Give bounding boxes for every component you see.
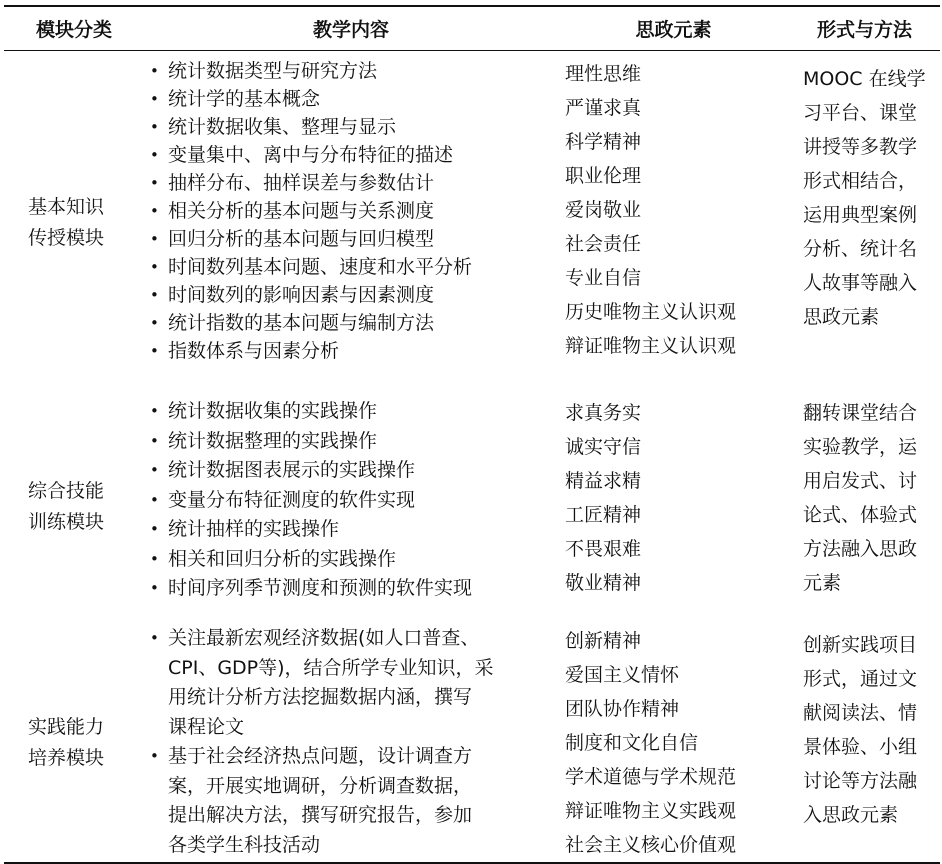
method-line: 分析、统计名	[803, 238, 918, 260]
elements-list	[558, 57, 789, 363]
list-item: • 统计数据图表展示的实践操作	[144, 456, 558, 486]
list-item-line: • 基于社会经济热点问题，设计调查方	[168, 745, 473, 767]
list-item: • 统计指数的基本问题与编制方法	[144, 309, 558, 337]
method-line: 形式，通过文	[803, 668, 918, 690]
list-item: • 统计学的基本概念	[144, 85, 558, 113]
elements-cell	[558, 51, 789, 389]
module-line: 训练模块	[28, 511, 105, 533]
list-item: • 统计数据收集、整理与显示	[144, 113, 558, 141]
module-line: 培养模块	[28, 747, 105, 769]
list-item: • 统计数据整理的实践操作	[144, 427, 558, 457]
list-item	[144, 624, 558, 742]
header-method: 形式与方法	[789, 6, 940, 51]
method-line: 讨论等方法融	[803, 770, 918, 792]
method-line: 人故事等融入	[803, 272, 918, 294]
method-cell	[789, 51, 940, 389]
list-item: • 统计数据类型与研究方法	[144, 57, 558, 85]
element-item: 爱岗敬业	[565, 199, 642, 221]
element-item: 职业伦理	[565, 165, 642, 187]
list-item: • 时间数列基本问题、速度和水平分析	[144, 253, 558, 281]
method-line: 创新实践项目	[803, 634, 918, 656]
module-cell	[4, 388, 144, 618]
content-cell	[144, 51, 558, 389]
element-item: 科学精神	[565, 131, 642, 153]
list-item-line: • 关注最新宏观经济数据(如人口普查、	[168, 627, 480, 649]
content-cell	[144, 618, 558, 863]
element-item: 制度和文化自信	[565, 732, 699, 754]
header-row	[4, 6, 940, 51]
elements-cell	[558, 618, 789, 863]
content-list	[144, 624, 558, 860]
method-line: 入思政元素	[803, 804, 899, 826]
list-item: • 相关分析的基本问题与关系测度	[144, 197, 558, 225]
element-item: 理性思维	[565, 63, 642, 85]
method-line: 元素	[803, 572, 842, 594]
element-item: 社会责任	[565, 233, 642, 255]
list-item: • 相关和回归分析的实践操作	[144, 545, 558, 575]
content-list	[144, 396, 558, 604]
list-item	[144, 742, 558, 860]
element-item: 社会主义核心价值观	[565, 834, 737, 856]
list-item: • 指数体系与因素分析	[144, 337, 558, 365]
list-item-line: 用统计分析方法挖掘数据内涵，撰写	[168, 686, 473, 708]
method-line: 方法融入思政	[803, 538, 918, 560]
method-line: MOOC 在线学	[803, 68, 926, 90]
list-item-line: 各类学生科技活动	[168, 833, 321, 856]
method-line: 论式、体验式	[803, 504, 918, 526]
method-line: 运用典型案例	[803, 204, 918, 226]
list-item: • 统计数据收集的实践操作	[144, 397, 558, 427]
method-line: 实验教学，运	[803, 436, 918, 458]
header-content: 教学内容	[144, 6, 558, 51]
table-row	[4, 388, 940, 618]
content-list	[144, 57, 558, 365]
elements-list	[558, 396, 789, 600]
module-cell	[4, 51, 144, 389]
list-item-line: 案，开展实地调研，分析调查数据，	[168, 774, 473, 797]
element-item: 精益求精	[565, 470, 642, 492]
table-row	[4, 51, 940, 389]
list-item: • 回归分析的基本问题与回归模型	[144, 225, 558, 253]
element-item: 学术道德与学术规范	[565, 766, 737, 788]
method-line: 用启发式、讨	[803, 470, 918, 492]
method-line: 形式相结合，	[803, 170, 918, 192]
element-item: 辩证唯物主义认识观	[565, 335, 737, 357]
elements-cell	[558, 388, 789, 618]
list-item: • 时间序列季节测度和预测的软件实现	[144, 574, 558, 604]
element-item: 求真务实	[565, 402, 642, 424]
list-item: • 变量分布特征测度的软件实现	[144, 486, 558, 516]
method-cell	[789, 388, 940, 618]
list-item: • 变量集中、离中与分布特征的描述	[144, 141, 558, 169]
module-line: 基本知识	[28, 195, 105, 218]
elements-list	[558, 624, 789, 862]
module-cell	[4, 618, 144, 863]
list-item: • 抽样分布、抽样误差与参数估计	[144, 169, 558, 197]
list-item-line: 课程论文	[168, 715, 245, 738]
element-item: 专业自信	[565, 267, 642, 289]
course-table	[4, 5, 940, 864]
element-item: 创新精神	[565, 630, 642, 652]
element-item: 诚实守信	[565, 436, 642, 458]
header-module: 模块分类	[4, 6, 144, 51]
element-item: 工匠精神	[565, 504, 642, 526]
element-item: 爱国主义情怀	[565, 664, 680, 686]
table-row	[4, 618, 940, 863]
method-line: 翻转课堂结合	[803, 402, 918, 424]
method-line: 习平台、课堂	[803, 102, 918, 124]
list-item: • 时间数列的影响因素与因素测度	[144, 281, 558, 309]
method-line: 思政元素	[803, 306, 880, 328]
content-cell	[144, 388, 558, 618]
method-line: 讲授等多教学	[803, 136, 918, 158]
module-line: 综合技能	[28, 480, 105, 502]
element-item: 团队协作精神	[565, 698, 680, 720]
element-item: 敬业精神	[565, 572, 642, 594]
header-elements: 思政元素	[558, 6, 789, 51]
list-item: • 统计抽样的实践操作	[144, 515, 558, 545]
method-line: 景体验、小组	[803, 736, 918, 758]
method-cell	[789, 618, 940, 863]
module-line: 实践能力	[28, 716, 105, 738]
element-item: 历史唯物主义认识观	[565, 301, 737, 323]
element-item: 辩证唯物主义实践观	[565, 800, 737, 822]
list-item-line: CPI、GDP等)，结合所学专业知识，采	[168, 656, 494, 679]
module-line: 传授模块	[28, 226, 105, 249]
element-item: 严谨求真	[565, 97, 642, 119]
list-item-line: 提出解决方法，撰写研究报告，参加	[168, 804, 473, 826]
method-line: 献阅读法、情	[803, 702, 918, 724]
element-item: 不畏艰难	[565, 538, 642, 560]
